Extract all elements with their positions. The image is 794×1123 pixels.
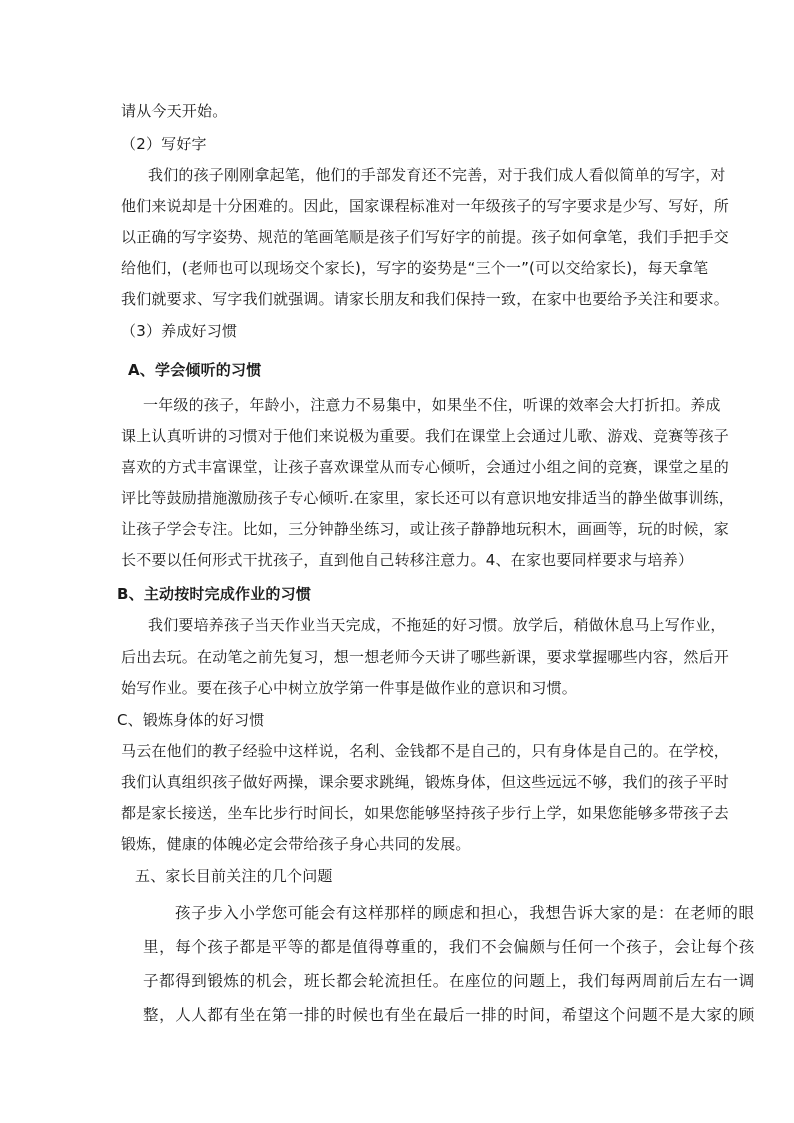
paragraph-line: 长不要以任何形式干扰孩子，直到他自己转移注意力。4、在家也要同样要求与培养） (121, 551, 694, 569)
paragraph-line: 里，每个孩子都是平等的都是值得尊重的，我们不会偏颇与任何一个孩子，会让每个孩 (143, 938, 755, 956)
section-heading: 五、家长目前关注的几个问题 (135, 867, 333, 885)
paragraph-line: 他们来说却是十分困难的。因此，国家课程标准对一年级孩子的写字要求是少写、写好，所 (121, 197, 730, 215)
paragraph-line: 始写作业。要在孩子心中树立放学第一件事是做作业的意识和习惯。 (121, 679, 578, 697)
section-heading: （2）写好字 (121, 135, 207, 153)
paragraph-line: 马云在他们的教子经验中这样说，名利、金钱都不是自己的，只有身体是自己的。在学校， (121, 742, 730, 760)
paragraph-line: 锻炼，健康的体魄必定会带给孩子身心共同的发展。 (121, 835, 471, 853)
paragraph-line: 课上认真听讲的习惯对于他们来说极为重要。我们在课堂上会通过儿歌、游戏、竞赛等孩子 (121, 427, 730, 445)
paragraph-line: 后出去玩。在动笔之前先复习，想一想老师今天讲了哪些新课，要求掌握哪些内容，然后开 (121, 648, 730, 666)
paragraph-line: 喜欢的方式丰富课堂，让孩子喜欢课堂从而专心倾听，会通过小组之间的竞赛，课堂之星的 (121, 458, 730, 476)
paragraph-line: 整，人人都有坐在第一排的时候也有坐在最后一排的时间，希望这个问题不是大家的顾 (143, 1006, 755, 1024)
paragraph-line: 一年级的孩子，年龄小，注意力不易集中，如果坐不住，听课的效率会大打折扣。养成 (143, 396, 721, 414)
text-line: 请从今天开始。 (121, 102, 228, 120)
paragraph-line: 我们就要求、写字我们就强调。请家长朋友和我们保持一致，在家中也要给予关注和要求。 (121, 290, 730, 308)
paragraph-line: 以正确的写字姿势、规范的笔画笔顺是孩子们写好字的前提。孩子如何拿笔，我们手把手交 (121, 228, 730, 246)
subsection-heading: A、学会倾听的习惯 (128, 361, 262, 379)
paragraph-line: 孩子步入小学您可能会有这样那样的顾虑和担心，我想告诉大家的是：在老师的眼 (175, 904, 755, 922)
paragraph-line: 我们要培养孩子当天作业当天完成，不拖延的好习惯。放学后，稍做休息马上写作业， (148, 616, 726, 634)
paragraph-line: 我们认真组织孩子做好两操，课余要求跳绳，锻炼身体，但这些远远不够，我们的孩子平时 (121, 773, 730, 791)
section-heading: （3）养成好习惯 (121, 322, 238, 340)
paragraph-line: 给他们，(老师也可以现场交个家长)，写字的姿势是“三个一”(可以交给家长)，每天拿笔 (121, 259, 709, 277)
subsection-heading: B、主动按时完成作业的习惯 (117, 585, 312, 603)
subsection-heading: C、锻炼身体的好习惯 (117, 711, 265, 729)
paragraph-line: 让孩子学会专注。比如，三分钟静坐练习，或让孩子静静地玩积木，画画等，玩的时候，家 (121, 520, 730, 538)
paragraph-line: 都是家长接送，坐车比步行时间长，如果您能够坚持孩子步行上学，如果您能够多带孩子去 (121, 804, 730, 822)
paragraph-line: 评比等鼓励措施激励孩子专心倾听.在家里，家长还可以有意识地安排适当的静坐做事训练， (121, 489, 734, 507)
paragraph-line: 子都得到锻炼的机会，班长都会轮流担任。在座位的问题上，我们每两周前后左右一调 (143, 972, 755, 990)
paragraph-line: 我们的孩子刚刚拿起笔，他们的手部发育还不完善，对于我们成人看似简单的写字，对 (148, 166, 726, 184)
